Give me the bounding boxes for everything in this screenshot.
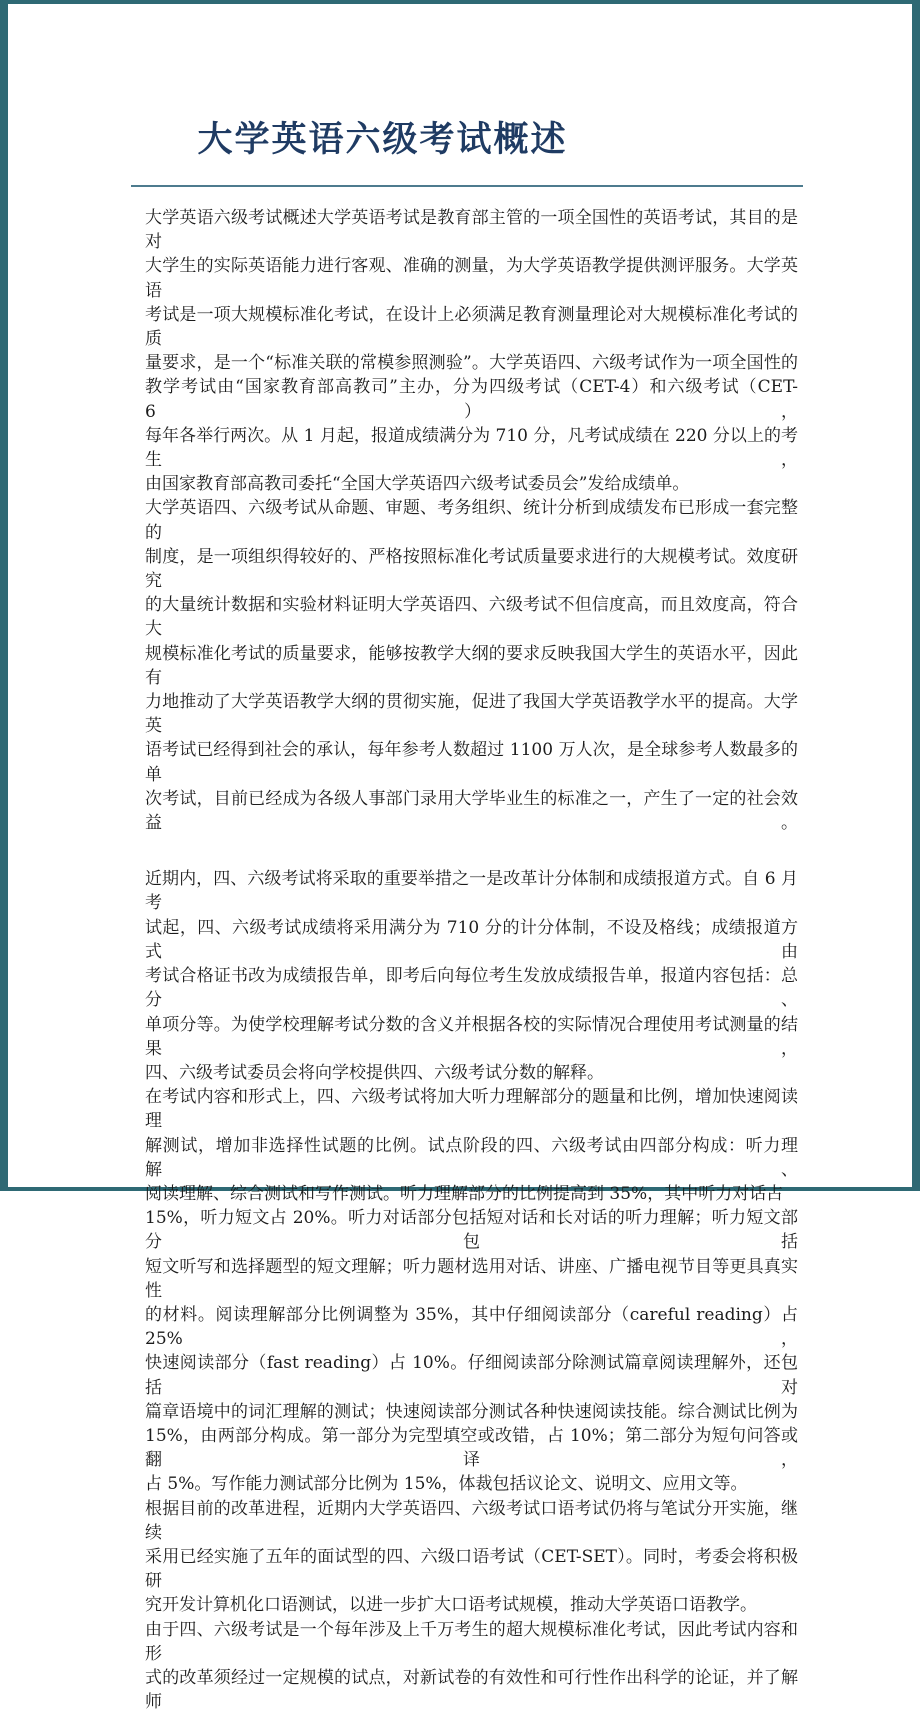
text-line: 采用已经实施了五年的面试型的四、六级口语考试（CET-SET）。同时，考委会将积极研: [145, 1546, 798, 1592]
text-line: 单项分等。为使学校理解考试分数的含义并根据各校的实际情况合理使用考试测量的结果，: [145, 1014, 798, 1059]
text-line: 的大量统计数据和实验材料证明大学英语四、六级考试不但信度高，而且效度高，符合大: [145, 595, 798, 640]
text-line: 大学英语四、六级考试从命题、审题、考务组织、统计分析到成绩发布已形成一套完整的: [145, 498, 798, 543]
text-line: 教学考试由“国家教育部高教司”主办，分为四级考试（CET-4）和六级考试（CET-6），: [145, 377, 798, 422]
paragraph: [145, 496, 798, 835]
text-line: 解测试，增加非选择性试题的比例。试点阶段的四、六级考试由四部分构成：听力理解、: [145, 1135, 798, 1180]
text-line: 力地推动了大学英语教学大纲的贯彻实施，促进了我国大学英语教学水平的提高。大学英: [145, 692, 798, 737]
text-line: 每年各举行两次。从 1 月起，报道成绩满分为 710 分，凡考试成绩在 220 分以上的考生，: [145, 425, 798, 471]
paragraph: [145, 1497, 798, 1618]
text-line: 规模标准化考试的质量要求，能够按教学大纲的要求反映我国大学生的英语水平，因此有: [145, 643, 798, 688]
text-line: 次考试，目前已经成为各级人事部门录用大学毕业生的标准之一，产生了一定的社会效益。: [145, 788, 798, 834]
text-line: 占 5%。写作能力测试部分比例为 15%，体裁包括议论文、说明文、应用文等。: [145, 1474, 748, 1495]
text-line: 15%，由两部分构成。第一部分为完型填空或改错，占 10%；第二部分为短句问答或翻译，: [145, 1425, 798, 1471]
text-line: 15%，听力短文占 20%。听力对话部分包括短对话和长对话的听力理解；听力短文部分包括: [145, 1208, 798, 1253]
document-body: [145, 206, 798, 1714]
text-line: 究开发计算机化口语测试，以进一步扩大口语考试规模，推动大学英语口语教学。: [145, 1595, 757, 1616]
text-line: 阅读理解、综合测试和写作测试。听力理解部分的比例提高到 35%，其中听力对话占: [145, 1183, 784, 1204]
text-line: 的材料。阅读理解部分比例调整为 35%，其中仔细阅读部分（careful reading）占 25%，: [145, 1304, 798, 1350]
text-line: 语考试已经得到社会的承认，每年参考人数超过 1100 万人次，是全球参考人数最多的单: [145, 740, 798, 785]
text-line: 式的改革须经过一定规模的试点，对新试卷的有效性和可行性作出科学的论证，并了解师: [145, 1667, 798, 1713]
paragraph: [145, 1085, 798, 1496]
paragraph: [145, 867, 798, 1085]
text-line: 大学生的实际英语能力进行客观、准确的测量，为大学英语教学提供测评服务。大学英语: [145, 256, 798, 301]
text-line: 由国家教育部高教司委托“全国大学英语四六级考试委员会”发给成绩单。: [145, 474, 690, 495]
text-line: 在考试内容和形式上，四、六级考试将加大听力理解部分的题量和比例，增加快速阅读理: [145, 1087, 798, 1132]
text-line: 由于四、六级考试是一个每年涉及上千万考生的超大规模标准化考试，因此考试内容和形: [145, 1619, 798, 1664]
title-divider: [131, 185, 803, 187]
text-line: 制度，是一项组织得较好的、严格按照标准化考试质量要求进行的大规模考试。效度研究: [145, 546, 798, 592]
text-line: 大学英语六级考试概述大学英语考试是教育部主管的一项全国性的英语考试，其目的是对: [145, 208, 798, 253]
text-line: 近期内，四、六级考试将采取的重要举措之一是改革计分体制和成绩报道方式。自 6 月考: [145, 869, 798, 914]
text-line: 短文听写和选择题型的短文理解；听力题材选用对话、讲座、广播电视节目等更具真实性: [145, 1256, 798, 1301]
text-line: 快速阅读部分（fast reading）占 10%。仔细阅读部分除测试篇章阅读理解外，还包括对: [145, 1353, 798, 1398]
text-line: 考试是一项大规模标准化考试，在设计上必须满足教育测量理论对大规模标准化考试的质: [145, 304, 798, 350]
page-title: 大学英语六级考试概述: [197, 120, 568, 159]
text-line: 根据目前的改革进程，近期内大学英语四、六级考试口语考试仍将与笔试分开实施，继续: [145, 1498, 798, 1543]
paragraph: [145, 206, 798, 496]
text-line: 量要求，是一个“标准关联的常模参照测验”。大学英语四、六级考试作为一项全国性的: [145, 353, 798, 374]
paragraph: [145, 1618, 798, 1714]
text-line: 四、六级考试委员会将向学校提供四、六级考试分数的解释。: [145, 1062, 604, 1083]
text-line: 考试合格证书改为成绩报告单，即考后向每位考生发放成绩报告单，报道内容包括：总分、: [145, 966, 798, 1011]
text-line: 试起，四、六级考试成绩将采用满分为 710 分的计分体制，不设及格线；成绩报道方式由: [145, 917, 798, 962]
text-line: 篇章语境中的词汇理解的测试；快速阅读部分测试各种快速阅读技能。综合测试比例为: [145, 1401, 798, 1422]
